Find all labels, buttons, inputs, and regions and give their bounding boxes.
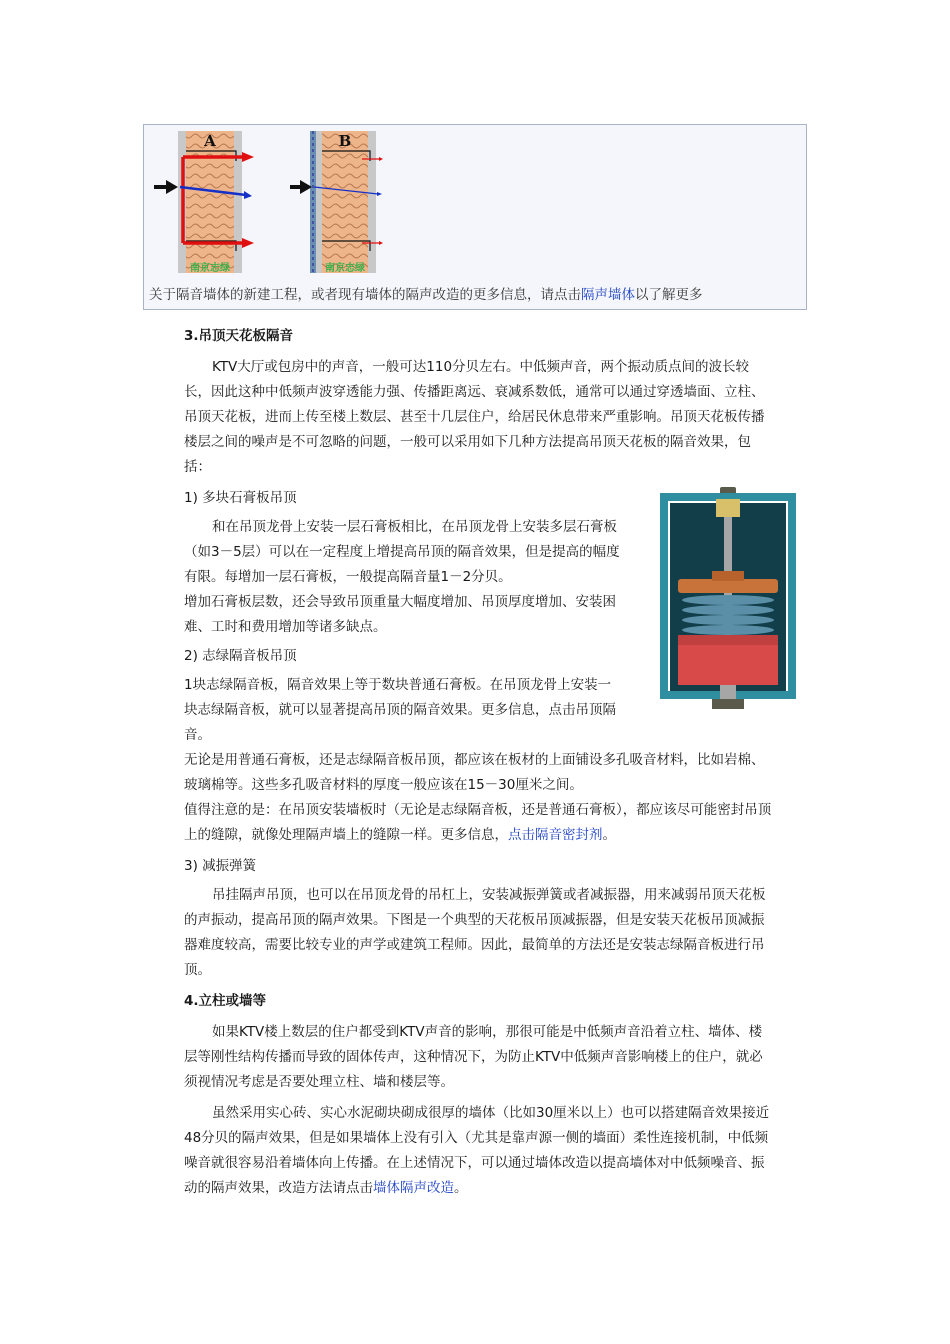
seal-note-end: 。 — [602, 827, 616, 843]
article-body — [184, 318, 774, 1201]
sub1-heading: 1) 多块石膏板吊顶 — [184, 490, 297, 506]
sub2-para: 1块志绿隔音板，隔音效果上等于数块普通石膏板。在吊顶龙骨上安装一块志绿隔音板，就可以显著提高吊顶的隔音效果。更多信息，点击吊顶隔音。 — [184, 677, 616, 743]
sub1-para-b: 增加石膏板层数，还会导致吊顶重量大幅度增加、吊顶厚度增加、安装困难、工时和费用增加等诸多缺点。 — [184, 594, 616, 635]
para-porous-material: 无论是用普通石膏板，还是志绿隔音板吊顶，都应该在板材的上面铺设多孔吸音材料，比如岩棉、玻璃棉等。这些多孔吸音材料的厚度一般应该在15－30厘米之间。 — [184, 752, 765, 793]
section4-para2 — [184, 1101, 774, 1201]
seal-note-text: 值得注意的是：在吊顶安装墙板时（无论是志绿隔音板，还是普通石膏板），都应该尽可能密封吊顶上的缝隙，就像处理隔声墙上的缝隙一样。更多信息， — [184, 802, 772, 843]
watermark-b: 南京志绿 — [325, 263, 365, 274]
caption-tail: 以了解更多 — [635, 287, 703, 303]
section4-para1: 如果KTV楼上数层的住户都受到KTV声音的影响，那很可能是中低频声音沿着立柱、墙体、楼层等刚性结构传播而导致的固体传声，这种情况下，为防止KTV中低频声音影响楼上的住户，就必须视情况考虑是否要处理立柱、墙和楼层等。 — [184, 1024, 763, 1090]
panel-a-label: A — [204, 132, 216, 150]
sub1-para-a: 和在吊顶龙骨上安装一层石膏板相比，在吊顶龙骨上安装多层石膏板（如3－5层）可以在一定程度上增提高吊顶的隔音效果，但是提高的幅度有限。每增加一层石膏板，一般提高隔音量1－2分贝。 — [184, 519, 620, 585]
caption-text: 关于隔音墙体的新建工程，或者现有墙体的隔声改造的更多信息，请点击 — [149, 287, 581, 303]
ceiling-damper-image — [660, 487, 796, 715]
figure-caption — [149, 283, 703, 303]
para-seal-note — [184, 798, 774, 848]
panel-b-label: B — [338, 132, 352, 150]
wall-diagram-b — [290, 131, 528, 277]
seal-note-link[interactable]: 点击隔音密封剂 — [508, 827, 603, 843]
section4-heading: 4.立柱或墙等 — [184, 993, 267, 1009]
section4-para2-end: 。 — [454, 1180, 468, 1196]
sub2-heading: 2) 志绿隔音板吊顶 — [184, 648, 297, 664]
section3-heading: 3.吊顶天花板隔音 — [184, 328, 294, 344]
sub3-para: 吊挂隔声吊顶，也可以在吊顶龙骨的吊杠上，安装减振弹簧或者减振器，用来减弱吊顶天花板的声振动，提高吊顶的隔声效果。下图是一个典型的天花板吊顶减振器，但是安装天花板吊顶减振器难度较高，需要比较专业的声学或建筑工程师。因此，最简单的方法还是安装志绿隔音板进行吊顶。 — [184, 887, 766, 978]
sub3-heading: 3) 减振弹簧 — [184, 858, 257, 874]
watermark-a: 南京志绿 — [190, 263, 230, 274]
figure-box — [143, 124, 807, 310]
section3-para1: KTV大厅或包房中的声音，一般可达110分贝左右。中低频声音，两个振动质点间的波长较长，因此这种中低频声波穿透能力强、传播距离远、衰减系数低，通常可以通过穿透墙面、立柱、吊顶天花板，进而上传至楼上数层、甚至十几层住户，给居民休息带来严重影响。吊顶天花板传播楼层之间的噪声是不可忽略的问题，一般可以采用如下几种方法提高吊顶天花板的隔音效果，包括： — [184, 359, 765, 475]
caption-link-sound-wall[interactable]: 隔声墙体 — [581, 287, 635, 303]
section4-para2-text: 虽然采用实心砖、实心水泥砌块砌成很厚的墙体（比如30厘米以上）也可以搭建隔音效果接近48分贝的隔声效果，但是如果墙体上没有引入（尤其是靠声源一侧的墙面）柔性连接机制，中低频噪音就很容易沿着墙体向上传播。在上述情况下，可以通过墙体改造以提高墙体对中低频噪音、振动的隔声效果，改造方法请点击 — [184, 1105, 770, 1196]
wall-retrofit-link[interactable]: 墙体隔声改造 — [373, 1180, 454, 1196]
